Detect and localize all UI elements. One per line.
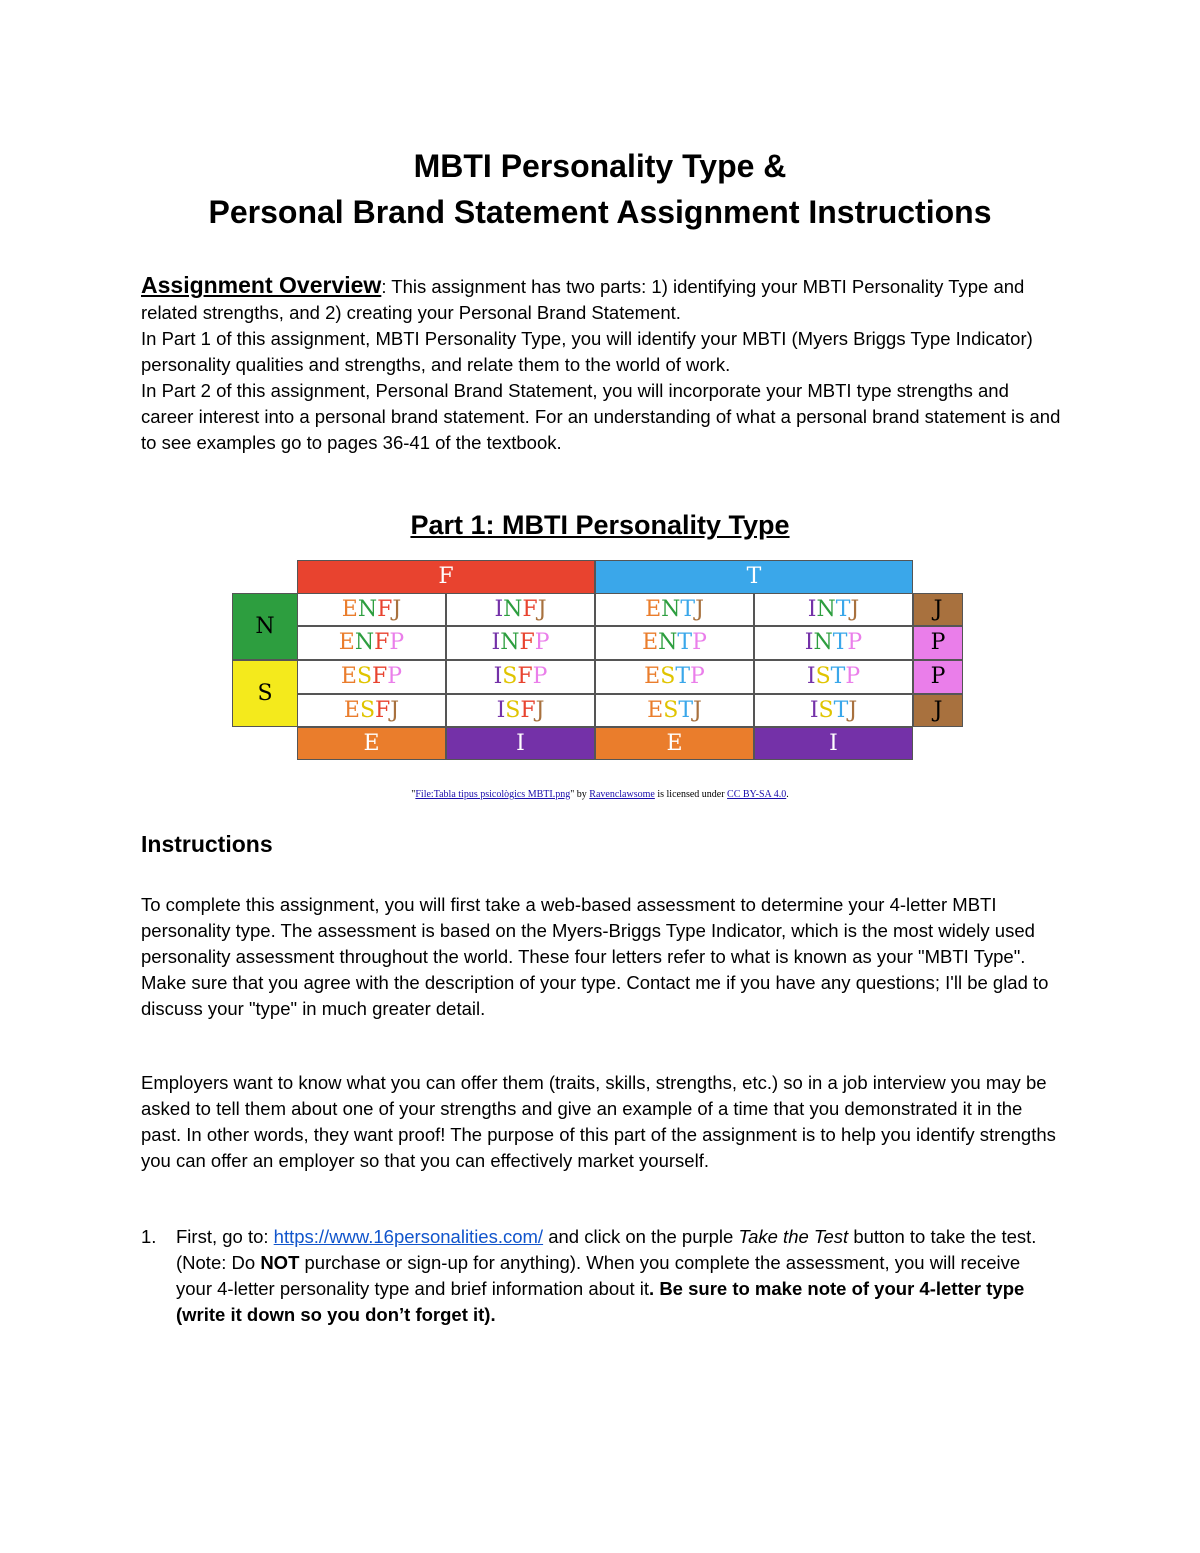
type-letter-t: T xyxy=(677,630,693,655)
type-cell-entj xyxy=(595,593,754,626)
chart-header-n: N xyxy=(232,593,298,660)
chart-header-t: T xyxy=(595,560,913,594)
chart-bottom-i: I xyxy=(446,727,595,760)
type-letter-f: F xyxy=(372,664,388,689)
overview-sep: : xyxy=(381,276,392,297)
type-cell-enfj xyxy=(297,593,446,626)
overview-part1: In Part 1 of this assignment, MBTI Personality Type, you will identify your MBTI (Myers Briggs Type Indicator) personality qualities and strengths, and relate them to the world of work. xyxy=(141,328,1033,375)
type-letter-s: S xyxy=(505,697,521,723)
type-letter-t: T xyxy=(678,697,693,723)
type-letter-s: S xyxy=(660,664,676,689)
type-letter-n: N xyxy=(813,630,833,655)
type-letter-p: P xyxy=(690,664,705,689)
overview-heading: Assignment Overview xyxy=(141,272,382,298)
assignment-overview xyxy=(141,272,1061,456)
type-letter-p: P xyxy=(847,630,863,655)
chart-bottom-e: E xyxy=(297,727,446,760)
chart-right-p: P xyxy=(913,660,963,694)
chart-right-j: J xyxy=(913,694,963,727)
chart-bottom-e: E xyxy=(595,727,754,760)
not-text: NOT xyxy=(260,1252,300,1273)
credit-quote-open: " xyxy=(411,789,416,800)
type-letter-n: N xyxy=(357,596,378,622)
type-letter-f: F xyxy=(374,630,390,655)
image-credit xyxy=(0,788,1200,802)
credit-by: " by xyxy=(570,789,590,800)
type-cell-infp xyxy=(446,626,595,660)
part1-heading: Part 1: MBTI Personality Type xyxy=(410,510,790,540)
type-cell-esfj xyxy=(297,694,446,727)
type-letter-e: E xyxy=(341,596,358,622)
type-letter-n: N xyxy=(658,630,678,655)
type-letter-f: F xyxy=(522,596,538,622)
item-bold-note: . Be sure to make note of your 4-letter type (write it down so you don’t forget it). xyxy=(176,1278,1025,1325)
list-item-number: 1. xyxy=(141,1226,157,1247)
type-letter-t: T xyxy=(675,664,690,689)
16personalities-link[interactable]: https://www.16personalities.com/ xyxy=(273,1226,544,1247)
type-letter-j: J xyxy=(848,697,858,723)
type-letter-e: E xyxy=(645,596,662,622)
type-letter-n: N xyxy=(661,596,681,622)
instructions-heading: Instructions xyxy=(141,831,273,857)
type-cell-istp xyxy=(754,660,913,694)
overview-intro xyxy=(141,272,1061,326)
type-letter-f: F xyxy=(377,596,393,622)
type-letter-s: S xyxy=(356,664,373,689)
type-letter-i: I xyxy=(809,697,819,723)
type-letter-s: S xyxy=(815,664,831,689)
type-cell-istj xyxy=(754,694,913,727)
type-cell-esfp xyxy=(297,660,446,694)
chart-bottom-i: I xyxy=(754,727,913,760)
type-letter-p: P xyxy=(534,630,550,655)
chart-right-p: P xyxy=(913,626,963,660)
type-letter-j: J xyxy=(535,697,545,723)
type-letter-j: J xyxy=(695,596,704,622)
type-letter-i: I xyxy=(806,664,816,689)
type-letter-j: J xyxy=(390,697,400,723)
type-letter-p: P xyxy=(845,664,861,689)
type-letter-i: I xyxy=(496,697,506,723)
type-letter-j: J xyxy=(392,596,402,622)
take-the-test-text: Take the Test xyxy=(738,1226,849,1247)
type-letter-p: P xyxy=(387,664,403,689)
type-cell-estp xyxy=(595,660,754,694)
chart-header-f: F xyxy=(297,560,595,594)
type-letter-i: I xyxy=(493,664,503,689)
type-letter-e: E xyxy=(642,630,659,655)
type-cell-intj xyxy=(754,593,913,626)
type-letter-n: N xyxy=(816,596,836,622)
type-letter-p: P xyxy=(532,664,548,689)
type-letter-s: S xyxy=(359,697,376,723)
type-letter-n: N xyxy=(354,630,375,655)
type-letter-j: J xyxy=(850,596,860,622)
type-letter-f: F xyxy=(375,697,391,723)
type-letter-e: E xyxy=(343,697,360,723)
credit-end: . xyxy=(786,789,789,800)
type-letter-n: N xyxy=(503,596,523,622)
type-cell-enfp xyxy=(297,626,446,660)
type-letter-f: F xyxy=(520,697,536,723)
type-letter-t: T xyxy=(833,697,849,723)
type-letter-e: E xyxy=(644,664,661,689)
type-cell-intp xyxy=(754,626,913,660)
type-cell-estj xyxy=(595,694,754,727)
type-letter-f: F xyxy=(519,630,535,655)
item-text-a: First, go to: xyxy=(176,1226,274,1247)
type-letter-p: P xyxy=(389,630,405,655)
title-line-2: Personal Brand Statement Assignment Instructions xyxy=(208,194,992,230)
type-letter-i: I xyxy=(491,630,501,655)
type-letter-i: I xyxy=(494,596,504,622)
overview-intro-text: This assignment has two parts: 1) identifying your MBTI Personality Type and related strengths, and 2) creating your Personal Brand Statement. xyxy=(141,276,1025,323)
credit-author-link[interactable]: Ravenclawsome xyxy=(589,789,655,800)
type-letter-t: T xyxy=(680,596,696,622)
list-item xyxy=(141,1224,1061,1328)
item-text-c: button to take the test. (Note: Do xyxy=(176,1226,1037,1273)
chart-header-s: S xyxy=(232,660,298,727)
type-letter-n: N xyxy=(500,630,520,655)
type-letter-e: E xyxy=(340,664,357,689)
type-letter-t: T xyxy=(830,664,846,689)
type-cell-isfj xyxy=(446,694,595,727)
item-text-d: purchase or sign-up for anything). When you complete the assessment, you will receive your 4-letter personality type and brief information about it xyxy=(176,1252,1021,1299)
list-item-body xyxy=(176,1224,1061,1328)
type-letter-j: J xyxy=(693,697,702,723)
type-letter-s: S xyxy=(818,697,834,723)
type-letter-i: I xyxy=(804,630,814,655)
type-letter-e: E xyxy=(647,697,664,723)
credit-licensed: is licensed under xyxy=(654,789,728,800)
type-cell-entp xyxy=(595,626,754,660)
instructions-list xyxy=(141,1224,1061,1328)
type-cell-isfp xyxy=(446,660,595,694)
type-letter-t: T xyxy=(832,630,848,655)
credit-license-link[interactable]: CC BY-SA 4.0 xyxy=(727,789,787,800)
instructions-paragraph-1: To complete this assignment, you will first take a web-based assessment to determine your 4-letter MBTI personality type. The assessment is based on the Myers-Briggs Type Indicator, which is the most widely used personality assessment throughout the world. These four letters refer to what is known as your "MBTI Type". Make sure that you agree with the description of your type. Contact me if you have any questions; I'll be glad to discuss your "type" in much greater detail. xyxy=(141,894,1049,1019)
instructions-paragraph-2: Employers want to know what you can offer them (traits, skills, strengths, etc.) so in a job interview you may be asked to tell them about one of your strengths and give an example of a time that you demonstrated it in the past. In other words, they want proof! The purpose of this part of the assignment is to help you identify strengths you can offer an employer so that you can effectively market yourself. xyxy=(141,1072,1056,1171)
type-letter-t: T xyxy=(835,596,851,622)
overview-part2: In Part 2 of this assignment, Personal Brand Statement, you will incorporate your MBTI type strengths and career interest into a personal brand statement. For an understanding of what a personal brand statement is and to see examples go to pages 36-41 of the textbook. xyxy=(141,380,1061,453)
type-letter-p: P xyxy=(692,630,707,655)
type-letter-f: F xyxy=(517,664,533,689)
title-line-1: MBTI Personality Type & xyxy=(413,148,787,184)
type-letter-j: J xyxy=(537,596,547,622)
type-letter-s: S xyxy=(502,664,518,689)
chart-right-j: J xyxy=(913,593,963,626)
type-letter-i: I xyxy=(807,596,817,622)
document-title xyxy=(0,143,1200,235)
credit-file-link[interactable]: File:Tabla tipus psicològics MBTI.png xyxy=(415,789,571,800)
type-cell-infj xyxy=(446,593,595,626)
type-letter-e: E xyxy=(338,630,355,655)
type-letter-s: S xyxy=(663,697,679,723)
item-text-b: and click on the purple xyxy=(543,1226,739,1247)
